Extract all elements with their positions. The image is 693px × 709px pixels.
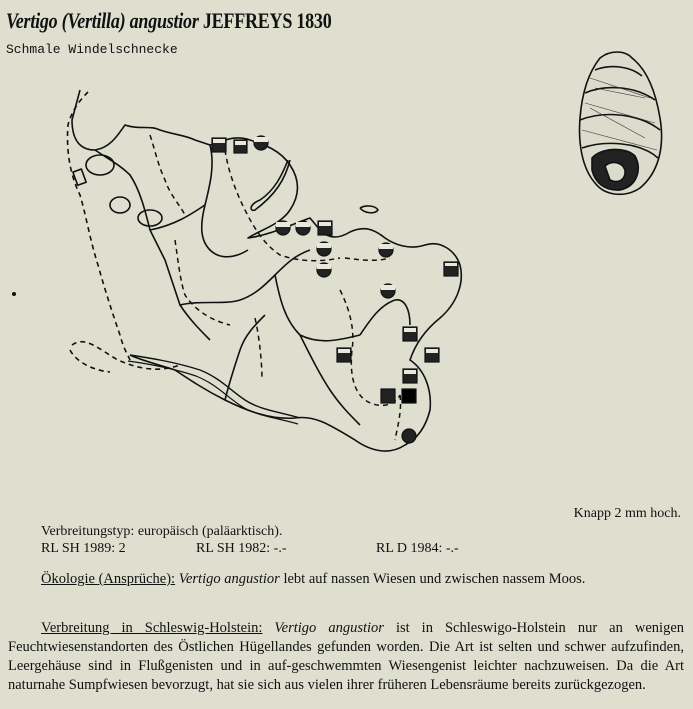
size-note: Knapp 2 mm hoch.	[573, 506, 681, 521]
snail-shell-illustration	[570, 48, 670, 198]
distribution-map	[0, 60, 480, 500]
species-title	[6, 8, 331, 34]
red-list-sh-1982: RL SH 1982: -.-	[196, 541, 287, 556]
red-list-d-1984: RL D 1984: -.-	[376, 541, 459, 556]
distribution-text: ist in Schleswigo-Holstein nur an wenigen Feuchtwiesenstandorten des Östlichen Hügellandes gefunden worden. Die Art ist selten und schwer aufzufinden, Leergehäuse sind in Flußgenisten und in auf-geschwemmten Wiesengenist leichter nachzuweisen. Da die Art naturnahe Sumpfwiesen bevorzugt, hat sie sich aus vielen ihrer früheren Lebensräume bereits zurückgezogen.	[8, 620, 685, 693]
ecology-species: Vertigo angustior	[178, 571, 280, 587]
common-name: Schmale Windelschnecke	[6, 42, 178, 57]
distribution-heading: Verbreitung in Schleswig-Holstein:	[41, 620, 263, 636]
ecology-paragraph	[8, 570, 684, 589]
distribution-type: Verbreitungstyp: europäisch (paläarktisch).	[41, 524, 283, 539]
ecology-heading: Ökologie (Ansprüche):	[41, 571, 176, 587]
distribution-paragraph	[8, 619, 684, 695]
red-list-sh-1989: RL SH 1989: 2	[41, 541, 126, 556]
ecology-text: lebt auf nassen Wiesen und zwischen nassem Moos.	[279, 571, 586, 587]
distribution-species: Vertigo angustior	[274, 620, 384, 636]
genus: Vertigo	[6, 8, 58, 33]
species-epithet: angustior	[129, 8, 199, 33]
subgenus: (Vertilla)	[61, 8, 126, 33]
author-year: JEFFREYS 1830	[202, 8, 332, 33]
